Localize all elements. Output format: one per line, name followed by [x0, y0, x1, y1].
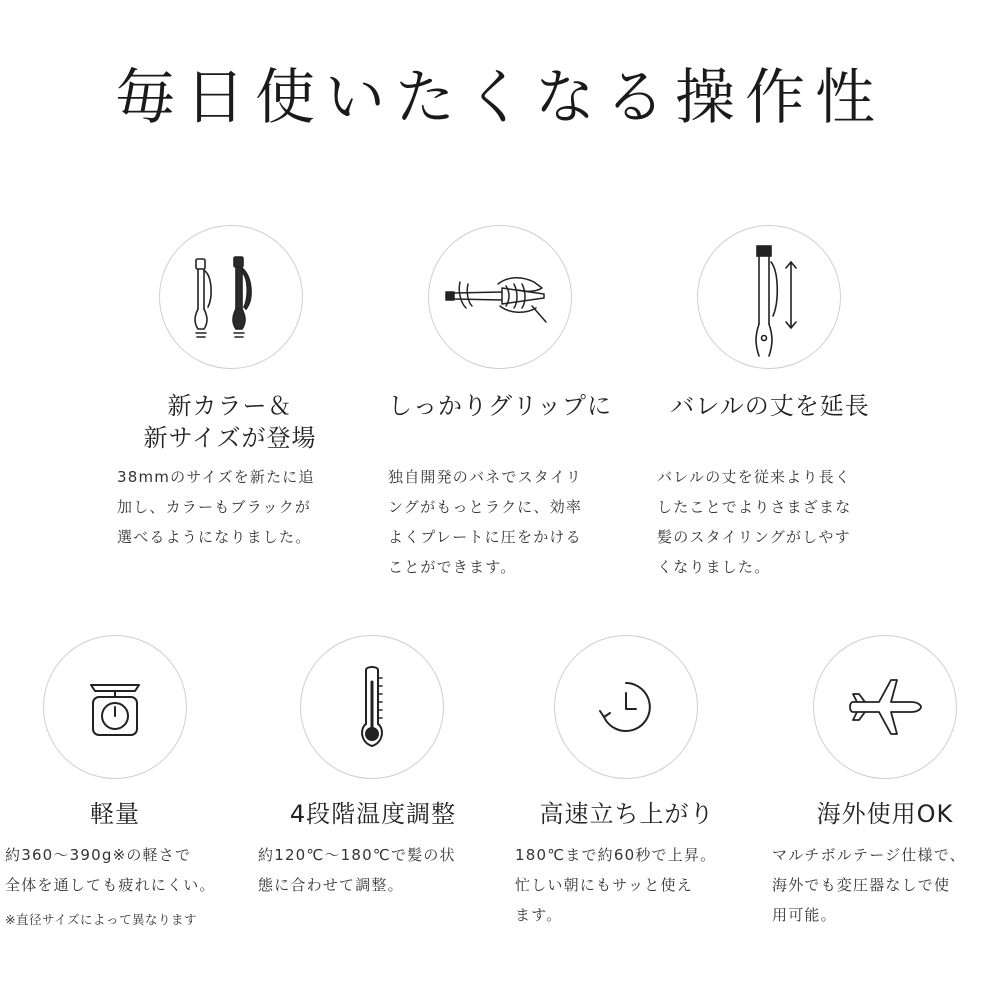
- grip-hand-icon: [440, 262, 560, 332]
- feature-heading-long-barrel: バレルの丈を延長: [670, 392, 870, 420]
- curling-iron-colors-icon: [186, 247, 276, 347]
- long-barrel-icon: [729, 232, 809, 362]
- feature-heading-temperature: 4段階温度調整: [289, 800, 457, 828]
- footnote: ※直径サイズによって異なります: [5, 912, 197, 927]
- feature-circle-quick-heat: [554, 635, 698, 779]
- feature-desc-overseas: マルチボルテージ仕様で、 海外でも変圧器なしで使 用可能。: [772, 846, 966, 924]
- feature-desc-light: 約360〜390g※の軽さで 全体を通しても疲れにくい。: [5, 846, 216, 894]
- feature-heading-grip: しっかりグリップに: [387, 392, 613, 420]
- feature-heading-light: 軽量: [90, 800, 140, 828]
- feature-heading-quick-heat: 高速立ち上がり: [539, 800, 715, 828]
- thermometer-icon: [352, 662, 392, 752]
- feature-heading-overseas: 海外使用OK: [816, 800, 954, 828]
- feature-desc-quick-heat: 180℃まで約60秒で上昇。 忙しい朝にもサッと使え ます。: [515, 846, 717, 924]
- scale-icon: [85, 675, 145, 739]
- feature-heading-new-color: 新カラー＆ 新サイズが登場: [143, 392, 317, 452]
- feature-desc-long-barrel: バレルの丈を従来より長く したことでよりさまざまな 髪のスタイリングがしやす くなりました。: [657, 468, 852, 576]
- timer-icon: [594, 675, 658, 739]
- feature-circle-new-color: [159, 225, 303, 369]
- feature-circle-long-barrel: [697, 225, 841, 369]
- airplane-icon: [845, 672, 925, 742]
- page-title: 毎日使いたくなる操作性: [115, 63, 885, 133]
- feature-circle-temperature: [300, 635, 444, 779]
- feature-desc-new-color: 38mmのサイズを新たに追 加し、カラーもブラックが 選べるようになりました。: [117, 468, 315, 546]
- feature-desc-temperature: 約120℃〜180℃で髪の状 態に合わせて調整。: [258, 846, 456, 894]
- feature-circle-overseas: [813, 635, 957, 779]
- feature-desc-grip: 独自開発のバネでスタイリ ングがもっとラクに、効率 よくプレートに圧をかける ことができます。: [388, 468, 583, 576]
- feature-circle-grip: [428, 225, 572, 369]
- feature-circle-light: [43, 635, 187, 779]
